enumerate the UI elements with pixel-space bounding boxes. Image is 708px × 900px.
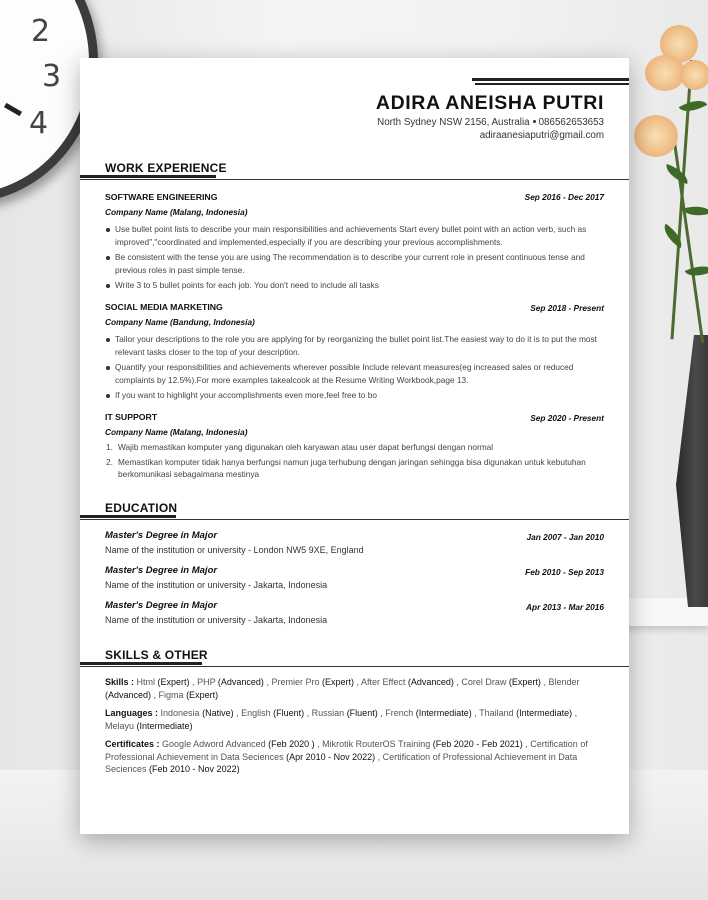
skill-level: (Feb 2020 - Feb 2021) bbox=[432, 739, 523, 749]
list-item: Tailor your descriptions to the role you are applying for by reorganizing the bullet point list.The easiest way to do it is to put the most relevant tasks closer to the top of your description. bbox=[105, 333, 605, 358]
responsibility-list bbox=[105, 223, 605, 295]
company-name: Company Name (Malang, Indonesia) bbox=[105, 427, 248, 437]
section-rule-thick bbox=[80, 662, 202, 665]
institution: Name of the institution or university - Jakarta, Indonesia bbox=[105, 580, 328, 590]
skill-level: (Feb 2020 ) bbox=[268, 739, 315, 749]
flower bbox=[680, 60, 708, 90]
degree: Master's Degree in Major bbox=[105, 600, 218, 611]
skills-block bbox=[105, 676, 605, 782]
languages-list: Indonesia (Native) , English (Fluent) , Russian (Fluent) , French (Intermediate) , Thailand (Intermediate) , Melayu (Intermediate) bbox=[105, 708, 578, 731]
section-heading-skills: SKILLS & OTHER bbox=[105, 648, 208, 662]
skills-list: Html (Expert) , PHP (Advanced) , Premier Pro (Expert) , After Effect (Advanced) , Corel Draw (Expert) , Blender (Advanced) , Figma (Expert) bbox=[105, 677, 580, 700]
skill-name: Russian bbox=[311, 708, 347, 718]
job-date: Sep 2016 - Dec 2017 bbox=[524, 192, 604, 202]
skill-level: (Fluent) bbox=[346, 708, 378, 718]
skill-name: Google Adword Advanced bbox=[162, 739, 269, 749]
education-date: Apr 2013 - Mar 2016 bbox=[526, 602, 604, 612]
skill-name: Premier Pro bbox=[271, 677, 322, 687]
skill-level: (Advanced) bbox=[217, 677, 264, 687]
degree: Master's Degree in Major bbox=[105, 530, 218, 541]
certificates-list: Google Adword Advanced (Feb 2020 ) , Mikrotik RouterOS Training (Feb 2020 - Feb 2021) , Certification of Professional Achievement in Data Seciences (Apr 2010 - Nov 2022) , Certification of Professional Achievement in Data Seciences (Feb 2010 - Nov 2022) bbox=[105, 739, 588, 774]
header-accent-bar bbox=[472, 78, 629, 81]
list-item: Write 3 to 5 bullet points for each job. You don't need to include all tasks bbox=[105, 279, 605, 292]
list-item: Use bullet point lists to describe your main responsibilities and achievements Start every bullet point with an action verb, such as improved","coordinated and implemented,especially if you are describing your previous accomplishments. bbox=[105, 223, 605, 248]
skill-level: (Native) bbox=[202, 708, 234, 718]
list-item: If you want to highlight your accomplishments even more,feel free to bo bbox=[105, 389, 605, 402]
skill-level: (Expert) bbox=[157, 677, 190, 687]
skill-level: (Intermediate) bbox=[136, 720, 193, 731]
phone: 086562653653 bbox=[538, 117, 604, 128]
certificates-label: Certificates : bbox=[105, 739, 160, 749]
job-title: SOCIAL MEDIA MARKETING bbox=[105, 302, 223, 312]
list-item bbox=[105, 441, 605, 453]
institution: Name of the institution or university - London NW5 9XE, England bbox=[105, 545, 364, 555]
skill-name: Certification of Professional Achievement in Data Seciences bbox=[105, 751, 578, 774]
skill-level: (Intermediate) bbox=[415, 708, 472, 718]
skill-level: (Feb 2010 - Nov 2022) bbox=[149, 764, 240, 774]
clock-number-4: 4 bbox=[29, 106, 49, 141]
company-name: Company Name (Bandung, Indonesia) bbox=[105, 317, 255, 327]
skill-level: (Expert) bbox=[321, 677, 354, 687]
section-rule-thick bbox=[80, 515, 176, 518]
skill-level: (Advanced) bbox=[105, 689, 152, 700]
skill-name: Html bbox=[136, 677, 158, 687]
skill-level: (Advanced) bbox=[407, 677, 454, 687]
clock-number-2: 2 bbox=[31, 14, 51, 49]
skill-name: Mikrotik RouterOS Training bbox=[322, 739, 433, 749]
section-rule-thick bbox=[80, 175, 216, 178]
section-rule bbox=[80, 179, 629, 180]
list-item-text: Memastikan komputer tidak hanya berfungsi namun juga terhubung dengan jaringan sehingga bisa digunakan untuk kebutuhan berkomunikasi sebagaimana mestinya bbox=[118, 457, 586, 479]
clock-hand bbox=[4, 103, 22, 116]
skill-name: PHP bbox=[197, 677, 218, 687]
candidate-name: ADIRA ANEISHA PUTRI bbox=[375, 92, 604, 114]
degree: Master's Degree in Major bbox=[105, 565, 218, 576]
list-number: 2. bbox=[106, 457, 113, 467]
list-number: 1. bbox=[106, 442, 113, 452]
skill-level: (Expert) bbox=[508, 677, 541, 687]
skill-name: English bbox=[241, 708, 274, 718]
skill-name: Blender bbox=[548, 677, 580, 687]
flower bbox=[645, 55, 685, 91]
company-name: Company Name (Malang, Indonesia) bbox=[105, 207, 248, 217]
list-item: Quantify your responsibilities and achievements wherever possible Include relevant measures(eg increased sales or reduced complaints by 12.5%).For more examples takealcook at the Resume Writing Workbook,page 13. bbox=[105, 361, 605, 386]
institution: Name of the institution or university - Jakarta, Indonesia bbox=[105, 615, 328, 625]
clock-number-3: 3 bbox=[42, 59, 62, 94]
list-item: Be consistent with the tense you are using The recommendation is to describe your current role in present continuous tense and previous roles in past simple tense. bbox=[105, 251, 605, 276]
skill-name: Figma bbox=[158, 689, 187, 700]
skill-name: Indonesia bbox=[160, 708, 203, 718]
contact-info bbox=[377, 116, 604, 142]
address: North Sydney NSW 2156, Australia bbox=[377, 117, 530, 128]
skill-level: (Fluent) bbox=[273, 708, 305, 718]
section-rule bbox=[80, 666, 629, 667]
separator-dot-icon bbox=[533, 120, 536, 123]
languages-label: Languages : bbox=[105, 708, 159, 718]
resume-page bbox=[80, 58, 629, 834]
section-heading-work: WORK EXPERIENCE bbox=[105, 161, 227, 175]
skills-line bbox=[105, 676, 605, 701]
education-date: Feb 2010 - Sep 2013 bbox=[525, 567, 604, 577]
skill-name: After Effect bbox=[361, 677, 408, 687]
skill-name: Thailand bbox=[479, 708, 517, 718]
skill-level: (Apr 2010 - Nov 2022) bbox=[286, 751, 376, 762]
header-accent-bar bbox=[475, 83, 629, 85]
skill-name: Certification of Professional Achievement in Data Seciences bbox=[105, 739, 588, 762]
list-item bbox=[105, 456, 605, 480]
languages-line bbox=[105, 707, 605, 732]
email: adiraanesiaputri@gmail.com bbox=[479, 130, 604, 141]
skills-label: Skills : bbox=[105, 677, 135, 687]
job-date: Sep 2018 - Present bbox=[530, 303, 604, 313]
flower bbox=[634, 115, 678, 157]
responsibility-list bbox=[105, 441, 605, 483]
job-title: IT SUPPORT bbox=[105, 412, 158, 422]
section-rule bbox=[80, 519, 629, 520]
skill-level: (Intermediate) bbox=[516, 708, 573, 718]
skill-name: Melayu bbox=[105, 720, 137, 731]
job-title: SOFTWARE ENGINEERING bbox=[105, 192, 218, 202]
job-date: Sep 2020 - Present bbox=[530, 413, 604, 423]
skill-name: Corel Draw bbox=[461, 677, 509, 687]
education-date: Jan 2007 - Jan 2010 bbox=[526, 532, 604, 542]
list-item-text: Wajib memastikan komputer yang digunakan oleh karyawan atau user dapat berfungsi dengan normal bbox=[118, 442, 494, 452]
skill-name: French bbox=[385, 708, 416, 718]
certificates-line bbox=[105, 738, 605, 776]
section-heading-education: EDUCATION bbox=[105, 501, 178, 515]
responsibility-list bbox=[105, 333, 605, 405]
skill-level: (Expert) bbox=[186, 689, 219, 700]
